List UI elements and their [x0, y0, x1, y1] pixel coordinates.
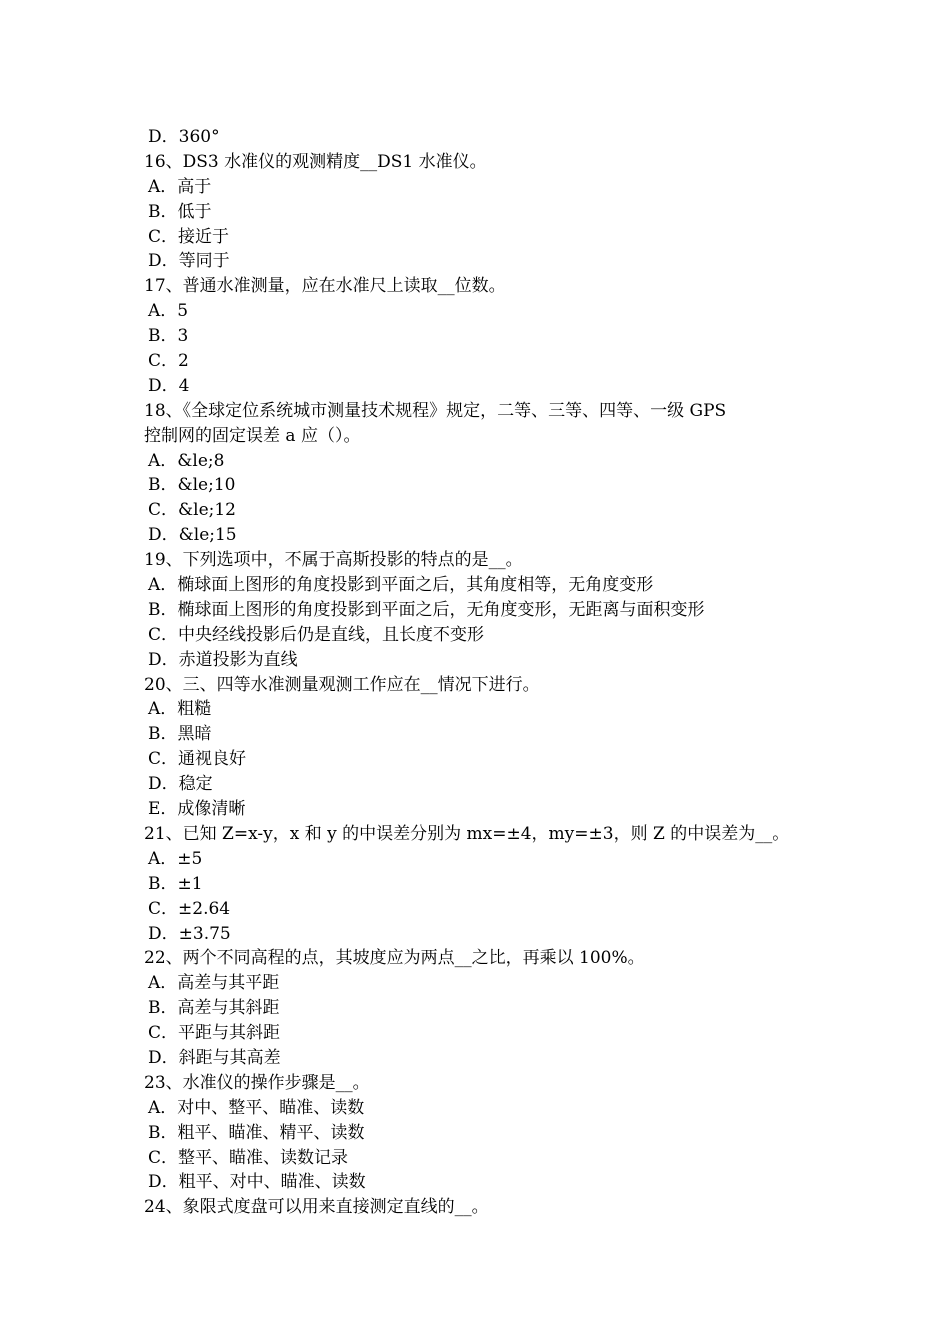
answer-option: D．等同于: [148, 251, 230, 272]
question-text: 控制网的固定误差 a 应（）。: [144, 425, 361, 446]
answer-option: D．±3.75: [148, 923, 231, 944]
question-text: 19、下列选项中，不属于高斯投影的特点的是__。: [144, 550, 523, 571]
answer-option: D．&le;15: [148, 525, 237, 546]
question-text: 18、《全球定位系统城市测量技术规程》规定，二等、三等、四等、一级 GPS: [144, 400, 727, 421]
question-text: 20、三、四等水准测量观测工作应在__情况下进行。: [144, 674, 540, 695]
answer-option: A．对中、整平、瞄准、读数: [148, 1097, 365, 1118]
answer-option: D．斜距与其高差: [148, 1047, 281, 1068]
answer-option: C．通视良好: [148, 749, 247, 770]
answer-option: C．整平、瞄准、读数记录: [148, 1147, 349, 1168]
answer-option: B．黑暗: [148, 724, 212, 745]
answer-option: B．±1: [148, 873, 203, 894]
answer-option: E．成像清晰: [148, 799, 246, 820]
question-text: 21、已知 Z=x-y，x 和 y 的中误差分别为 mx=±4，my=±3，则 Z 的中误差为__。: [144, 823, 790, 844]
question-text: 16、DS3 水准仪的观测精度__DS1 水准仪。: [144, 151, 487, 172]
answer-option: B．椭球面上图形的角度投影到平面之后，无角度变形，无距离与面积变形: [148, 599, 705, 620]
answer-option: D．4: [148, 375, 190, 396]
answer-option: A．&le;8: [148, 450, 225, 471]
answer-option: C．中央经线投影后仍是直线，且长度不变形: [148, 624, 485, 645]
question-text: 23、水准仪的操作步骤是__。: [144, 1072, 370, 1093]
answer-option: D．粗平、对中、瞄准、读数: [148, 1172, 366, 1193]
answer-option: B．3: [148, 326, 189, 347]
answer-option: C．平距与其斜距: [148, 1023, 281, 1044]
answer-option: B．&le;10: [148, 475, 236, 496]
answer-option: A．高差与其平距: [148, 973, 280, 994]
question-text: 17、普通水准测量，应在水准尺上读取__位数。: [144, 276, 506, 297]
answer-option: A．椭球面上图形的角度投影到平面之后，其角度相等，无角度变形: [148, 575, 654, 596]
question-list: [144, 125, 824, 1220]
answer-option: C．接近于: [148, 226, 230, 247]
question-text: 24、象限式度盘可以用来直接测定直线的__。: [144, 1197, 489, 1218]
answer-option: D．赤道投影为直线: [148, 649, 298, 670]
question-text: 22、两个不同高程的点，其坡度应为两点__之比，再乘以 100%。: [144, 948, 645, 969]
answer-option: C．&le;12: [148, 500, 236, 521]
answer-option: D．稳定: [148, 774, 213, 795]
answer-option: C．2: [148, 351, 189, 372]
answer-option: B．粗平、瞄准、精平、读数: [148, 1122, 365, 1143]
answer-option: B．低于: [148, 201, 212, 222]
answer-option: C．±2.64: [148, 898, 231, 919]
answer-option: A．粗糙: [148, 699, 212, 720]
answer-option: B．高差与其斜距: [148, 998, 280, 1019]
answer-option: A．±5: [148, 848, 203, 869]
answer-option: A．5: [148, 301, 189, 322]
answer-option: D．360°: [148, 127, 220, 147]
answer-option: A．高于: [148, 176, 212, 197]
